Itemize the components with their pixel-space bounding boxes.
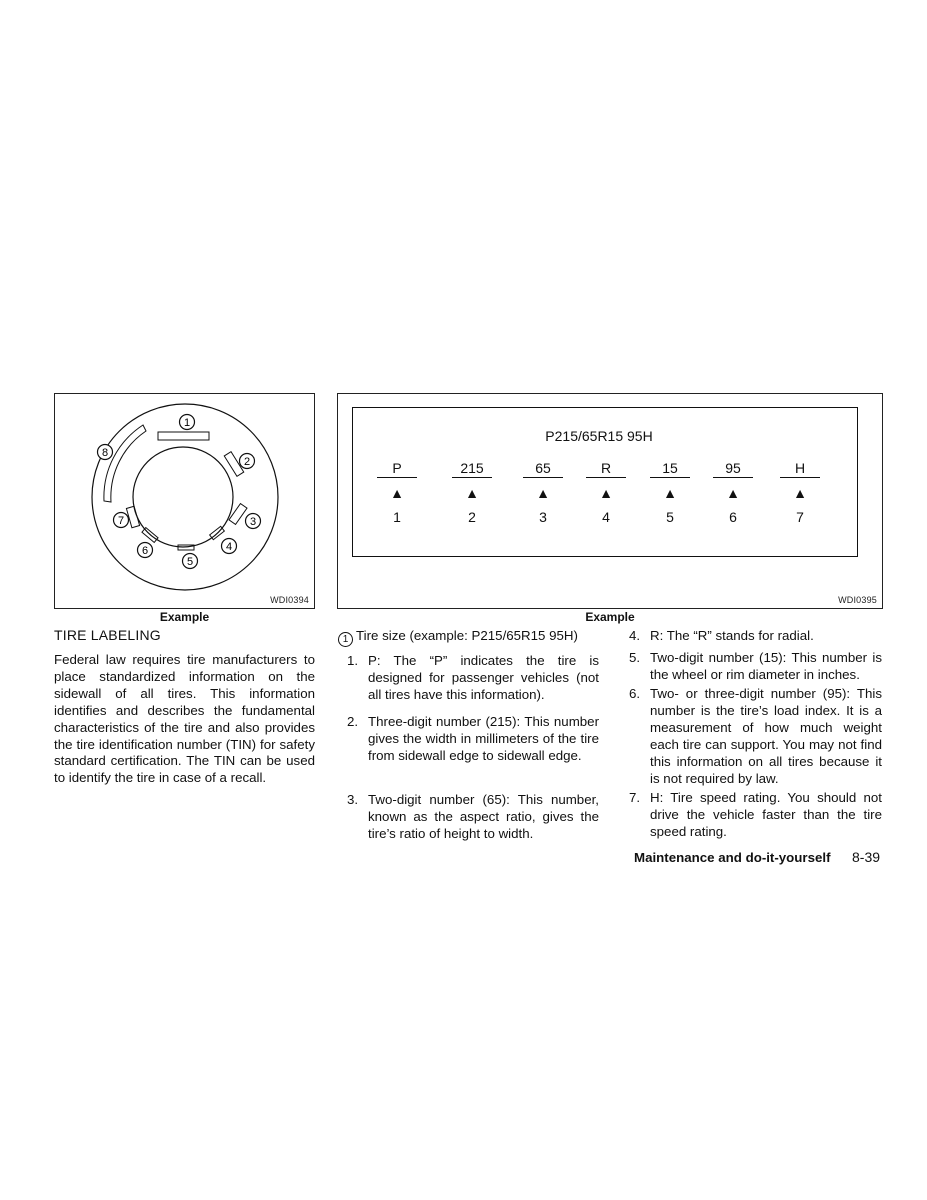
- code-num-2: 2: [468, 509, 476, 525]
- intro-paragraph: Federal law requires tire manufacturers to place standardized information on the sidewall of all tires. This information identifies and describes the fundamental characteristics of the tire and also provides the tire identification number (TIN) for safety standard certification. The TIN can be used to identify the tire in case of a recall.: [54, 652, 315, 786]
- marker-1: [180, 415, 195, 430]
- marker-4: [222, 539, 237, 554]
- tire-code-figure: [337, 393, 883, 609]
- label-band-8: [101, 425, 146, 502]
- list-item-text: Two- or three-digit number (95): This number is the tire’s load index. It is a measurement of how much weight each tire can support. You may not find this information on all tires because it is not required by law.: [650, 686, 882, 786]
- code-num-1: 1: [393, 509, 401, 525]
- footer-section-name: Maintenance and do-it-yourself: [634, 850, 831, 865]
- list-item-number: 6.: [629, 686, 641, 701]
- up-arrow-icon: ▲: [663, 485, 677, 501]
- code-part-h: H: [780, 460, 820, 478]
- figure-code: WDI0394: [270, 595, 309, 605]
- sidewall-figure: [54, 393, 315, 609]
- list-item: [347, 792, 599, 844]
- up-arrow-icon: ▲: [793, 485, 807, 501]
- tire-code-title: P215/65R15 95H: [545, 428, 653, 444]
- marker-8-label: 8: [101, 447, 109, 459]
- page-number: 8-39: [852, 849, 881, 865]
- code-num-7: 7: [796, 509, 804, 525]
- marker-1-icon: 1: [338, 632, 353, 647]
- figure-caption: Example: [585, 610, 635, 624]
- tire-size-heading-text: Tire size (example: P215/65R15 95H): [356, 628, 578, 643]
- list-item: [629, 650, 882, 686]
- figure-caption: Example: [159, 610, 210, 624]
- code-part-15: 15: [650, 460, 690, 478]
- marker-1-label: 1: [183, 417, 191, 429]
- list-item-number: 5.: [629, 650, 641, 665]
- list-item: [347, 714, 599, 784]
- code-part-95: 95: [713, 460, 753, 478]
- marker-4-label: 4: [225, 541, 233, 553]
- marker-5-label: 5: [186, 556, 194, 568]
- marker-2: [240, 454, 255, 469]
- rim-edge: [133, 447, 233, 547]
- code-num-3: 3: [539, 509, 547, 525]
- tire-code-panel: [352, 407, 858, 557]
- code-part-p: P: [377, 460, 417, 478]
- list-item-text: H: Tire speed rating. You should not drive the vehicle faster than the tire speed rating.: [650, 790, 882, 839]
- list-item-text: Three-digit number (215): This number gives the width in millimeters of the tire from sidewall edge to sidewall edge.: [368, 714, 599, 763]
- code-part-215: 215: [452, 460, 492, 478]
- up-arrow-icon: ▲: [726, 485, 740, 501]
- list-item-text: Two-digit number (15): This number is the wheel or rim diameter in inches.: [650, 650, 882, 682]
- marker-7: [114, 513, 129, 528]
- marker-8: [98, 445, 113, 460]
- tire-size-heading: [338, 628, 608, 647]
- tire-sidewall-diagram: [55, 394, 314, 608]
- list-item-text: Two-digit number (65): This number, known as the aspect ratio, gives the tire’s ratio of height to width.: [368, 792, 599, 841]
- marker-6: [138, 543, 153, 558]
- marker-3: [246, 514, 261, 529]
- code-num-5: 5: [666, 509, 674, 525]
- list-item-number: 4.: [629, 628, 641, 643]
- up-arrow-icon: ▲: [390, 485, 404, 501]
- marker-2-label: 2: [243, 456, 251, 468]
- list-item: [347, 653, 599, 705]
- list-item: [629, 790, 882, 842]
- list-item-number: 2.: [347, 714, 359, 729]
- code-part-65: 65: [523, 460, 563, 478]
- marker-5: [183, 554, 198, 569]
- marker-6-label: 6: [141, 545, 149, 557]
- code-num-4: 4: [602, 509, 610, 525]
- up-arrow-icon: ▲: [465, 485, 479, 501]
- list-item-number: 1.: [347, 653, 359, 668]
- up-arrow-icon: ▲: [536, 485, 550, 501]
- figure-code: WDI0395: [838, 595, 877, 605]
- list-item-number: 7.: [629, 790, 641, 805]
- code-num-6: 6: [729, 509, 737, 525]
- list-item: [629, 628, 882, 646]
- up-arrow-icon: ▲: [599, 485, 613, 501]
- list-item-text: R: The “R” stands for radial.: [650, 628, 814, 643]
- label-rect-1: [158, 432, 209, 440]
- list-item-number: 3.: [347, 792, 359, 807]
- code-part-r: R: [586, 460, 626, 478]
- list-item-text: P: The “P” indicates the tire is designed for passenger vehicles (not all tires have this information).: [368, 653, 599, 702]
- marker-3-label: 3: [249, 516, 257, 528]
- section-title: TIRE LABELING: [54, 627, 161, 643]
- marker-7-label: 7: [117, 515, 125, 527]
- list-item: [629, 686, 882, 790]
